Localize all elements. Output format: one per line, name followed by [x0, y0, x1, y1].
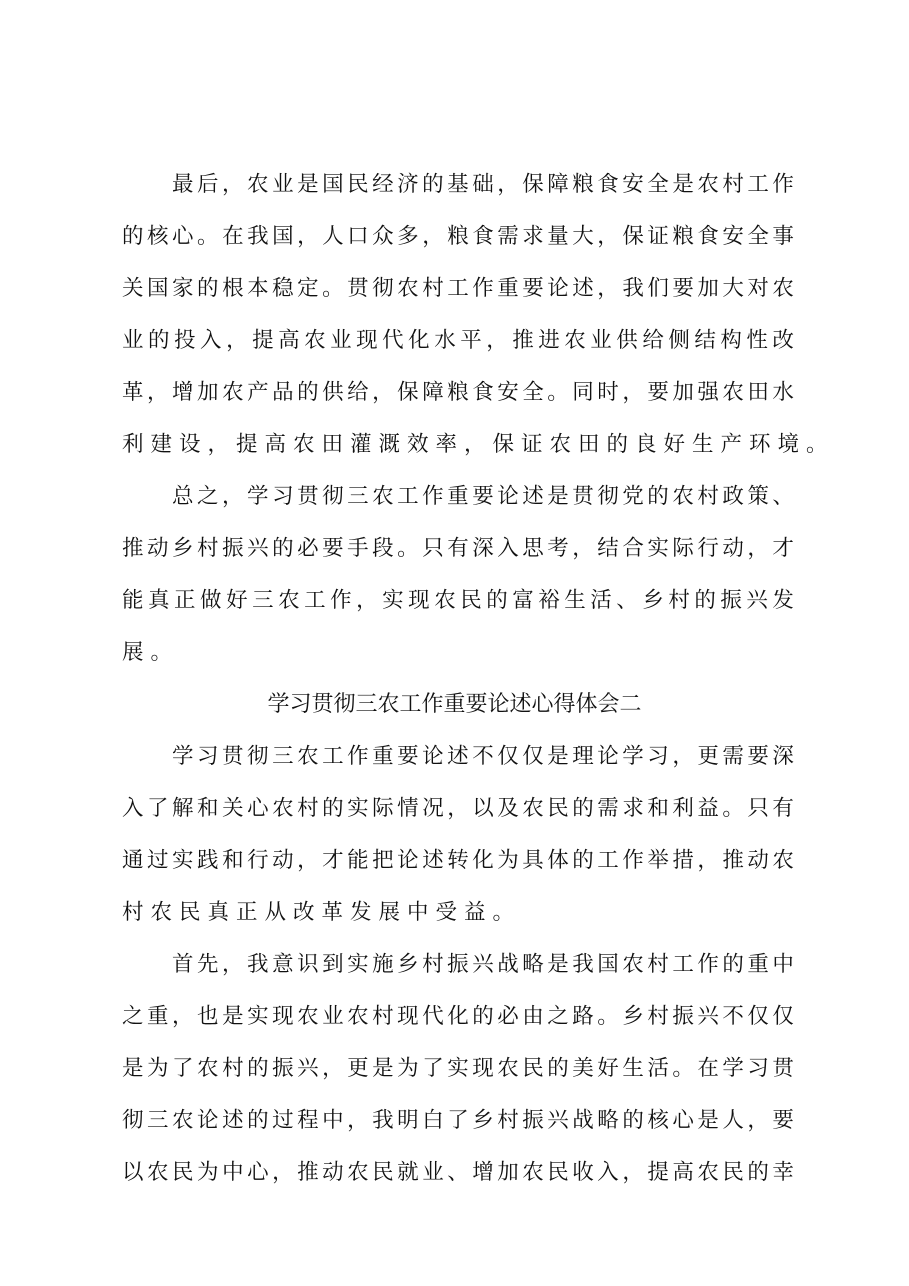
- section-heading: 学习贯彻三农工作重要论述心得体会二: [267, 692, 642, 717]
- text-line: 最 后 ， 农 业 是 国 民 经 济 的 基 础 ， 保 障 粮 食 安 全 是 农 村 工 作: [172, 172, 794, 197]
- text-line: 彻 三 农 论 述 的 过 程 中 ， 我 明 白 了 乡 村 振 兴 战 略 的 核 心 是 人 ， 要: [122, 1108, 794, 1133]
- text-line: 展。: [122, 640, 180, 665]
- text-line: 以 农 民 为 中 心 ， 推 动 农 民 就 业 、 增 加 农 民 收 入 ， 提 高 农 民 的 幸: [122, 1160, 794, 1185]
- text-line: 村农民真正从改革发展中受益。: [122, 900, 522, 925]
- text-line: 总 之 ， 学 习 贯 彻 三 农 工 作 重 要 论 述 是 贯 彻 党 的 农 村 政 策 、: [172, 484, 794, 509]
- text-line: 推 动 乡 村 振 兴 的 必 要 手 段 。 只 有 深 入 思 考 ， 结 合 实 际 行 动 ， 才: [122, 536, 794, 561]
- text-line: 关 国 家 的 根 本 稳 定 。 贯 彻 农 村 工 作 重 要 论 述 ， 我 们 要 加 大 对 农: [122, 276, 794, 301]
- text-line: 业 的 投 入 ， 提 高 农 业 现 代 化 水 平 ， 推 进 农 业 供 给 侧 结 构 性 改: [122, 328, 794, 353]
- text-line: 的 核 心 。 在 我 国 ， 人 口 众 多 ， 粮 食 需 求 量 大 ， 保 证 粮 食 安 全 事: [122, 224, 794, 249]
- text-line: 之 重 ， 也 是 实 现 农 业 农 村 现 代 化 的 必 由 之 路 。 乡 村 振 兴 不 仅 仅: [122, 1004, 794, 1029]
- text-line: 通 过 实 践 和 行 动 ， 才 能 把 论 述 转 化 为 具 体 的 工 作 举 措 ， 推 动 农: [122, 848, 794, 873]
- text-line: 学 习 贯 彻 三 农 工 作 重 要 论 述 不 仅 仅 是 理 论 学 习 ， 更 需 要 深: [172, 744, 794, 769]
- text-line: 能 真 正 做 好 三 农 工 作 ， 实 现 农 民 的 富 裕 生 活 、 乡 村 的 振 兴 发: [122, 588, 794, 613]
- text-line: 首 先 ， 我 意 识 到 实 施 乡 村 振 兴 战 略 是 我 国 农 村 工 作 的 重 中: [172, 952, 794, 977]
- text-line: 是 为 了 农 村 的 振 兴 ， 更 是 为 了 实 现 农 民 的 美 好 生 活 。 在 学 习 贯: [122, 1056, 794, 1081]
- text-line: 利建设，提高农田灌溉效率，保证农田的良好生产环境。: [122, 432, 835, 457]
- text-line: 入 了 解 和 关 心 农 村 的 实 际 情 况 ， 以 及 农 民 的 需 求 和 利 益 。 只 有: [122, 796, 794, 821]
- text-line: 革 ， 增 加 农 产 品 的 供 给 ， 保 障 粮 食 安 全 。 同 时 ， 要 加 强 农 田 水: [122, 380, 794, 405]
